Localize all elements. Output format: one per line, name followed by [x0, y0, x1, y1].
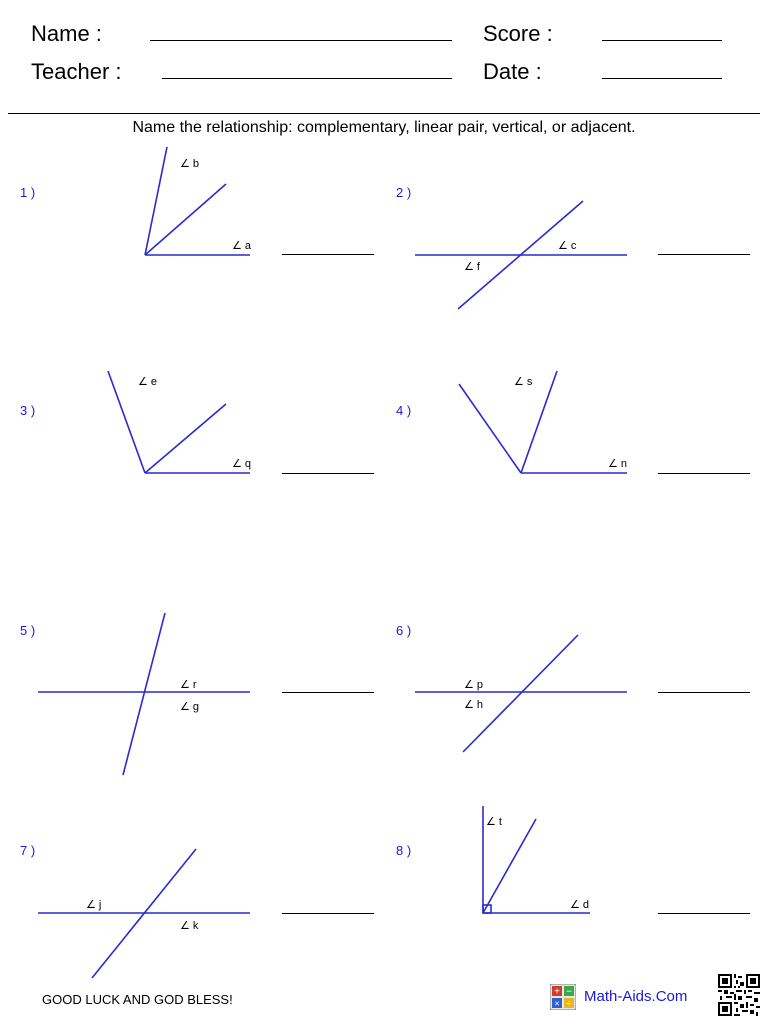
angle-label: ∠ p — [464, 679, 484, 691]
figure-4-ray — [459, 384, 521, 473]
problem-number-3: 3 ) — [20, 403, 36, 418]
date-label: Date : — [483, 59, 542, 84]
problem-number-4: 4 ) — [396, 403, 412, 418]
figure-8-ray — [483, 819, 536, 913]
problem-number-1: 1 ) — [20, 185, 36, 200]
angle-label: ∠ j — [86, 899, 102, 911]
angle-label: ∠ n — [608, 458, 628, 470]
angle-label: ∠ d — [570, 899, 590, 911]
svg-text:+: + — [554, 986, 560, 998]
angle-label: ∠ a — [232, 240, 252, 252]
qr-code-icon[interactable] — [718, 974, 760, 1016]
angle-label: ∠ b — [180, 158, 200, 170]
figure-6-line — [463, 635, 578, 752]
svg-text:×: × — [554, 998, 560, 1009]
problem-number-7: 7 ) — [20, 843, 36, 858]
angle-label: ∠ q — [232, 458, 252, 470]
score-label: Score : — [483, 21, 553, 46]
svg-text:−: − — [566, 986, 572, 998]
angle-label: ∠ c — [558, 240, 577, 252]
angle-label: ∠ h — [464, 699, 484, 711]
problem-number-6: 6 ) — [396, 623, 412, 638]
angle-label: ∠ f — [464, 261, 480, 273]
figure-5-line — [123, 613, 165, 775]
angle-label: ∠ r — [180, 679, 197, 691]
brand-link[interactable]: Math-Aids.Com — [584, 988, 688, 1005]
problem-number-2: 2 ) — [396, 185, 412, 200]
angle-label: ∠ e — [138, 376, 158, 388]
instructions: Name the relationship: complementary, linear pair, vertical, or adjacent. — [132, 119, 636, 136]
problem-number-5: 5 ) — [20, 623, 36, 638]
svg-text:÷: ÷ — [566, 998, 572, 1009]
angle-label: ∠ s — [514, 376, 533, 388]
angle-label: ∠ g — [180, 701, 200, 713]
figure-3-ray — [145, 404, 226, 473]
angle-label: ∠ t — [486, 816, 502, 828]
name-label: Name : — [31, 21, 102, 46]
problem-number-8: 8 ) — [396, 843, 412, 858]
math-aids-logo-icon — [550, 984, 576, 1010]
teacher-label: Teacher : — [31, 59, 122, 84]
angle-label: ∠ k — [180, 920, 199, 932]
footer-text: GOOD LUCK AND GOD BLESS! — [42, 992, 233, 1007]
